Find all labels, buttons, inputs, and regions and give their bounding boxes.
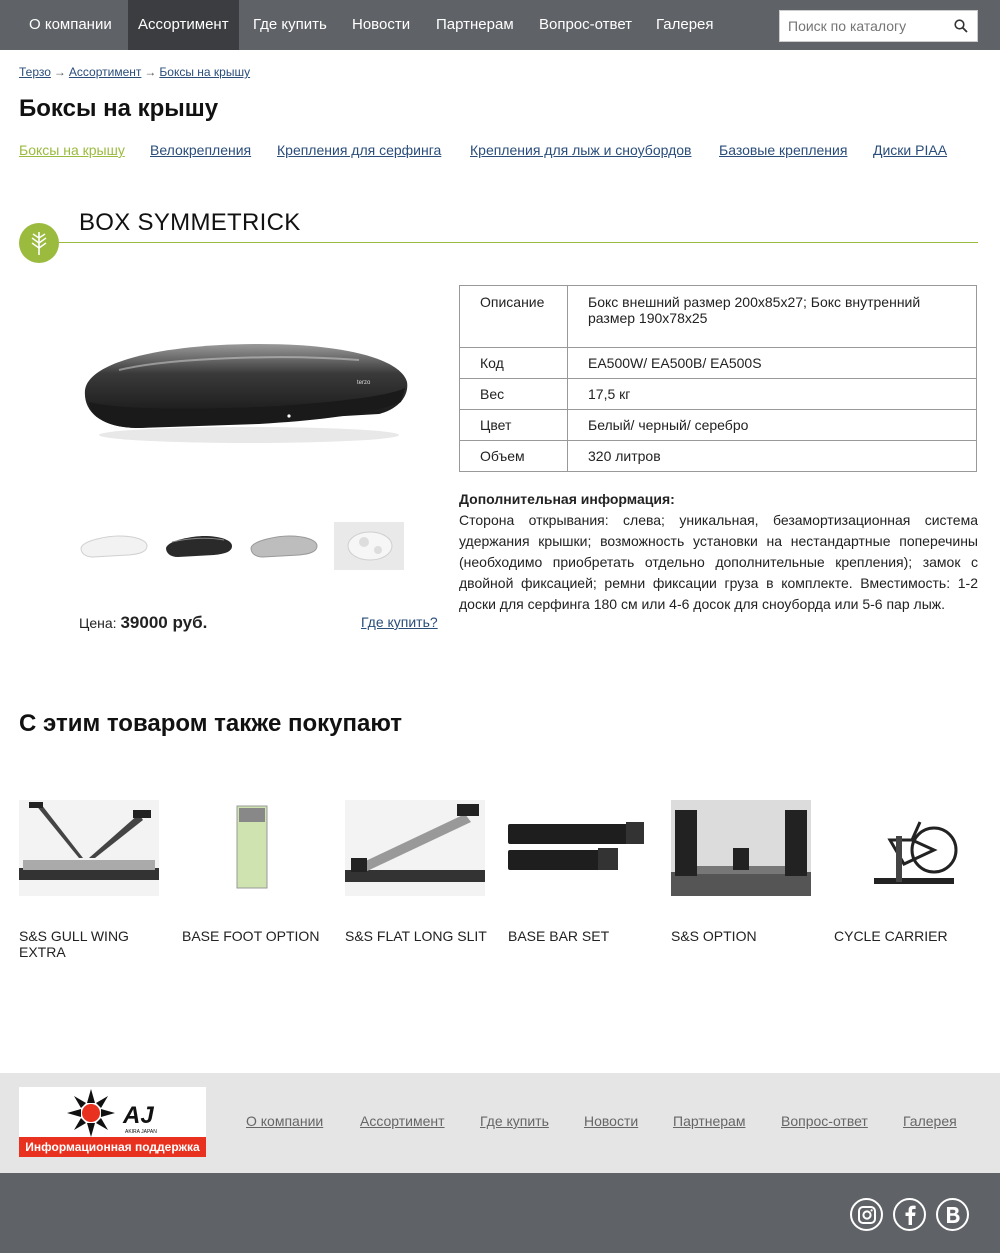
footer-link-where-to-buy[interactable]: Где купить bbox=[480, 1113, 549, 1129]
breadcrumb-separator: → bbox=[53, 65, 66, 79]
footer-link-news[interactable]: Новости bbox=[584, 1113, 639, 1129]
price-value: 39000 руб. bbox=[120, 613, 208, 632]
search-icon bbox=[954, 19, 968, 33]
related-product-name[interactable]: S&S FLAT LONG SLIT bbox=[345, 928, 487, 944]
specs-table bbox=[459, 285, 977, 472]
spec-row bbox=[460, 286, 977, 348]
top-nav bbox=[0, 0, 1000, 50]
spec-key: Цвет bbox=[460, 410, 568, 441]
footer-link-about[interactable]: О компании bbox=[246, 1113, 324, 1129]
related-product-image[interactable] bbox=[671, 800, 811, 896]
subnav-base-mounts[interactable]: Базовые крепления bbox=[719, 142, 848, 158]
breadcrumb-separator: → bbox=[144, 65, 157, 79]
footer bbox=[0, 1073, 1000, 1173]
spec-value: EA500W/ EA500B/ EA500S bbox=[568, 348, 977, 379]
spec-value: 320 литров bbox=[568, 441, 977, 472]
spec-value: Белый/ черный/ серебро bbox=[568, 410, 977, 441]
spec-key: Вес bbox=[460, 379, 568, 410]
breadcrumb bbox=[19, 65, 250, 79]
spec-row bbox=[460, 410, 977, 441]
related-product[interactable] bbox=[182, 800, 332, 944]
related-product-name[interactable]: S&S GULL WING EXTRA bbox=[19, 928, 129, 960]
additional-info bbox=[459, 489, 978, 615]
nav-item-assortment[interactable]: Ассортимент bbox=[128, 0, 239, 50]
facebook-icon[interactable] bbox=[893, 1198, 926, 1231]
leaf-icon bbox=[19, 223, 59, 263]
footer-link-gallery[interactable]: Галерея bbox=[903, 1113, 957, 1129]
additional-info-text: Сторона открывания: слева; уникальная, безамортизационная система удержания крышки; возможность установки на нестандартные поперечины (необходимо приобретать отдельно дополнительные крепления); замок с двойной фиксацией; ремни фиксации груза в комплекте. Вместимость: 1-2 доски для серфинга 180 см или 4-6 досок для сноуборда или 5-6 пар лыж. bbox=[459, 512, 978, 612]
footer-link-assortment[interactable]: Ассортимент bbox=[360, 1113, 445, 1129]
thumbnail-silver[interactable] bbox=[249, 522, 319, 570]
nav-item-faq[interactable]: Вопрос-ответ bbox=[539, 16, 633, 33]
page-title: Боксы на крышу bbox=[19, 95, 219, 122]
thumbnail-black[interactable] bbox=[164, 522, 234, 570]
subnav-roof-boxes[interactable]: Боксы на крышу bbox=[19, 142, 125, 158]
where-to-buy-link[interactable]: Где купить? bbox=[361, 614, 438, 630]
footer-bottom bbox=[0, 1173, 1000, 1253]
related-product-image[interactable] bbox=[834, 800, 974, 896]
price-label: Цена: bbox=[79, 615, 117, 631]
related-product-image[interactable] bbox=[508, 800, 648, 896]
subnav-piaa-wheels[interactable]: Диски PIAA bbox=[873, 142, 948, 158]
subnav-bike-mounts[interactable]: Велокрепления bbox=[150, 142, 252, 158]
related-product-image[interactable] bbox=[182, 800, 322, 896]
heading-divider bbox=[59, 242, 978, 243]
also-bought-title: С этим товаром также покупают bbox=[19, 710, 403, 737]
spec-row bbox=[460, 379, 977, 410]
spec-row bbox=[460, 348, 977, 379]
related-product[interactable] bbox=[508, 800, 658, 944]
subnav-surf-mounts[interactable]: Крепления для серфинга bbox=[277, 142, 442, 158]
brand-mark-text: terzo bbox=[357, 380, 371, 386]
spec-key: Объем bbox=[460, 441, 568, 472]
thumbnail-white[interactable] bbox=[79, 522, 149, 570]
spec-value: Бокс внешний размер 200х85х27; Бокс внутренний размер 190х78х25 bbox=[568, 286, 977, 348]
nav-item-news[interactable]: Новости bbox=[352, 16, 411, 33]
related-product-name[interactable]: CYCLE CARRIER bbox=[834, 928, 948, 944]
related-product-image[interactable] bbox=[19, 800, 159, 896]
nav-item-where-to-buy[interactable]: Где купить bbox=[253, 16, 327, 33]
spec-key: Описание bbox=[460, 286, 568, 348]
related-product-image[interactable] bbox=[345, 800, 485, 896]
nav-item-partners[interactable]: Партнерам bbox=[436, 16, 514, 33]
related-product[interactable] bbox=[671, 800, 821, 944]
additional-info-title: Дополнительная информация: bbox=[459, 491, 675, 507]
nav-item-about[interactable]: О компании bbox=[29, 16, 112, 33]
related-product-name[interactable]: BASE FOOT OPTION bbox=[182, 928, 320, 944]
related-product[interactable] bbox=[345, 800, 495, 944]
related-product[interactable] bbox=[19, 800, 169, 960]
related-product-name[interactable]: BASE BAR SET bbox=[508, 928, 610, 944]
search-input[interactable] bbox=[780, 11, 945, 41]
spec-value: 17,5 кг bbox=[568, 379, 977, 410]
nav-item-gallery[interactable]: Галерея bbox=[656, 16, 714, 33]
search-box bbox=[779, 10, 978, 42]
related-product-name[interactable]: S&S OPTION bbox=[671, 928, 757, 944]
logo-band-text: Информационная поддержка bbox=[19, 1137, 206, 1157]
subnav-ski-mounts[interactable]: Крепления для лыж и сноубордов bbox=[470, 142, 692, 158]
breadcrumb-link-assortment[interactable]: Ассортимент bbox=[68, 65, 142, 79]
logo-subtext: AKIRA JAPAN bbox=[125, 1129, 157, 1135]
spec-key: Код bbox=[460, 348, 568, 379]
partner-logo[interactable] bbox=[19, 1087, 206, 1157]
breadcrumb-link-home[interactable]: Терзо bbox=[19, 65, 51, 79]
instagram-icon[interactable] bbox=[850, 1198, 883, 1231]
price bbox=[79, 613, 207, 633]
logo-text: AJ bbox=[123, 1102, 154, 1129]
spec-row bbox=[460, 441, 977, 472]
product-heading bbox=[19, 205, 978, 265]
search-button[interactable] bbox=[945, 11, 977, 41]
footer-link-faq[interactable]: Вопрос-ответ bbox=[781, 1113, 868, 1129]
footer-link-partners[interactable]: Партнерам bbox=[673, 1113, 746, 1129]
vkontakte-icon[interactable] bbox=[936, 1198, 969, 1231]
product-name: BOX SYMMETRICK bbox=[79, 209, 301, 236]
breadcrumb-link-current[interactable]: Боксы на крышу bbox=[159, 65, 251, 79]
thumbnail-detail[interactable] bbox=[334, 522, 404, 570]
product-main-image[interactable] bbox=[79, 330, 409, 450]
related-product[interactable] bbox=[834, 800, 984, 944]
